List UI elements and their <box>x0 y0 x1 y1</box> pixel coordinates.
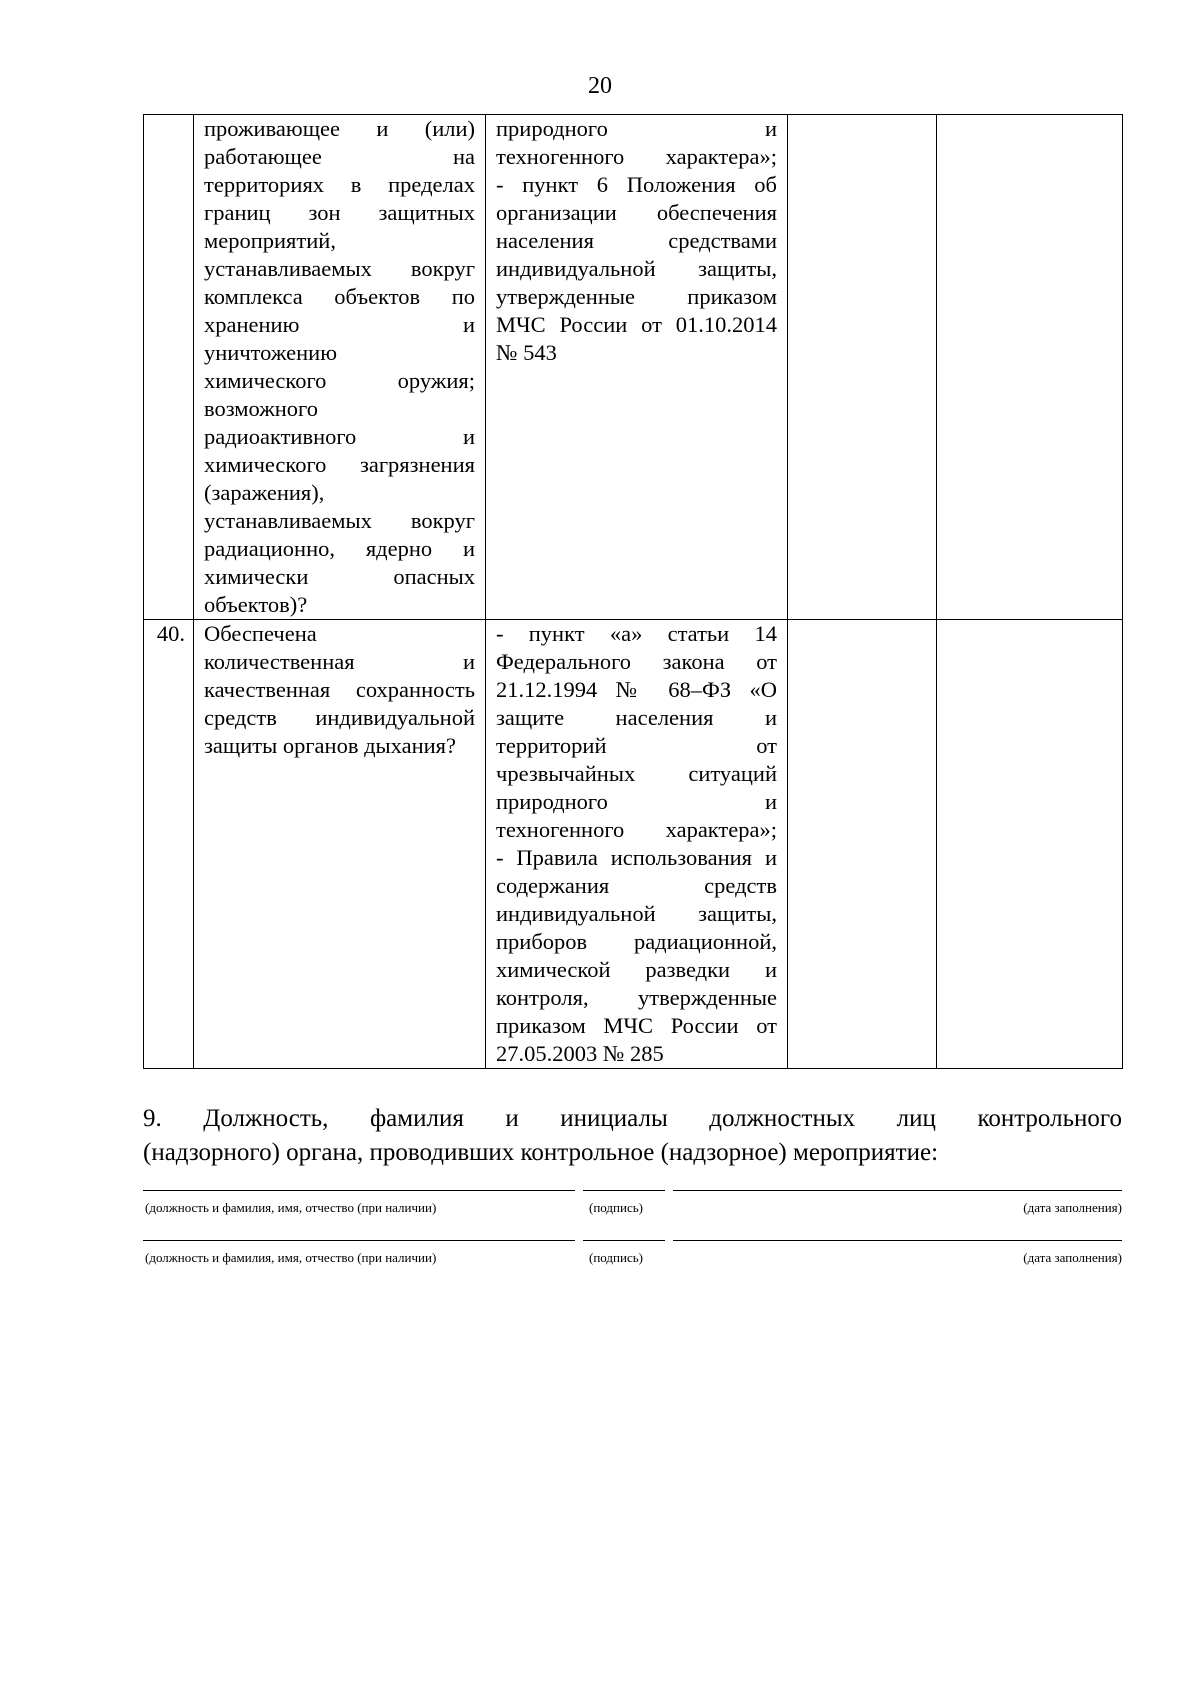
date-line <box>673 1190 1122 1191</box>
question-cell-line: комплекса объектов по <box>204 284 475 309</box>
reference-cell <box>486 620 788 1069</box>
reference-cell-line: содержания средств <box>496 873 777 898</box>
reference-cell-line: техногенного характера»; <box>496 144 777 169</box>
signature-caption: (подпись) <box>589 1250 643 1265</box>
question-cell-line: устанавливаемых вокруг <box>204 508 475 533</box>
signature-caption: (подпись) <box>589 1200 643 1215</box>
reference-cell <box>486 115 788 620</box>
reference-cell-line: индивидуальной защиты, <box>496 901 777 926</box>
name-line <box>143 1240 575 1241</box>
reference-cell-line: № 543 <box>496 340 557 365</box>
reference-cell-line: организации обеспечения <box>496 200 777 225</box>
question-cell-line: (заражения), <box>204 480 325 505</box>
reference-cell-line: индивидуальной защиты, <box>496 256 777 281</box>
question-cell-line: защиты органов дыхания? <box>204 733 456 758</box>
note-cell <box>937 620 1123 1069</box>
signature-line <box>583 1240 665 1241</box>
table-row <box>144 115 1123 620</box>
checklist-table-body <box>144 115 1123 1069</box>
reference-cell-line: приказом МЧС России от <box>496 1013 777 1038</box>
question-cell-line: территориях в пределах <box>204 172 475 197</box>
reference-cell-line: 21.12.1994 № 68–ФЗ «О <box>496 677 777 702</box>
section-9-line-1: 9. Должность, фамилия и инициалы должностных лиц контрольного <box>143 1105 1122 1132</box>
reference-cell-line: населения средствами <box>496 228 777 253</box>
reference-cell-line: чрезвычайных ситуаций <box>496 761 777 786</box>
question-cell-line: мероприятий, <box>204 228 336 253</box>
reference-cell-line: контроля, утвержденные <box>496 985 777 1010</box>
question-cell-line: химического загрязнения <box>204 452 475 477</box>
reference-cell-line: территорий от <box>496 733 777 758</box>
reference-cell-line: приборов радиационной, <box>496 929 777 954</box>
table-row <box>144 620 1123 1069</box>
date-line <box>673 1240 1122 1241</box>
question-cell-line: работающее на <box>204 144 475 169</box>
date-caption: (дата заполнения) <box>1023 1200 1122 1215</box>
reference-cell-line: МЧС России от 01.10.2014 <box>496 312 777 337</box>
date-caption: (дата заполнения) <box>1023 1250 1122 1265</box>
name-caption: (должность и фамилия, имя, отчество (при наличии) <box>145 1200 437 1215</box>
question-cell-line: границ зон защитных <box>204 200 475 225</box>
reference-cell-line: природного и <box>496 789 777 814</box>
note-cell <box>937 115 1123 620</box>
question-cell-line: Обеспечена <box>204 621 317 646</box>
row-number-cell: 40. <box>144 620 194 1069</box>
section-9-heading <box>143 1102 1122 1170</box>
page-number: 20 <box>588 73 612 99</box>
question-cell-line: радиоактивного и <box>204 424 475 449</box>
reference-cell-line: техногенного характера»; <box>496 817 777 842</box>
signature-line <box>583 1190 665 1191</box>
reference-cell-line: 27.05.2003 № 285 <box>496 1041 664 1066</box>
result-cell <box>788 620 937 1069</box>
question-cell-line: количественная и <box>204 649 475 674</box>
name-line <box>143 1190 575 1191</box>
name-caption: (должность и фамилия, имя, отчество (при наличии) <box>145 1250 437 1265</box>
reference-cell-line: - Правила использования и <box>496 845 777 870</box>
question-cell-line: качественная сохранность <box>204 677 475 702</box>
question-cell-line: объектов)? <box>204 592 308 617</box>
question-cell-line: уничтожению <box>204 340 338 365</box>
reference-cell-line: утвержденные приказом <box>496 284 777 309</box>
question-cell-line: устанавливаемых вокруг <box>204 256 475 281</box>
reference-cell-line: природного и <box>496 116 777 141</box>
question-cell <box>194 620 486 1069</box>
question-cell <box>194 115 486 620</box>
section-9-line-2: (надзорного) органа, проводивших контрольное (надзорное) мероприятие: <box>143 1139 939 1166</box>
result-cell <box>788 115 937 620</box>
signature-row-2 <box>143 1240 1122 1280</box>
reference-cell-line: химической разведки и <box>496 957 777 982</box>
reference-cell-line: защите населения и <box>496 705 777 730</box>
signature-row-1 <box>143 1190 1122 1230</box>
question-cell-line: средств индивидуальной <box>204 705 475 730</box>
question-cell-line: возможного <box>204 396 318 421</box>
question-cell-line: радиационно, ядерно и <box>204 536 475 561</box>
reference-cell-line: Федерального закона от <box>496 649 777 674</box>
question-cell-line: проживающее и (или) <box>204 116 475 141</box>
row-number-cell <box>144 115 194 620</box>
question-cell-line: химически опасных <box>204 564 475 589</box>
checklist-table <box>143 114 1123 1069</box>
question-cell-line: хранению и <box>204 312 475 337</box>
reference-cell-line: - пункт 6 Положения об <box>496 172 777 197</box>
question-cell-line: химического оружия; <box>204 368 475 393</box>
reference-cell-line: - пункт «а» статьи 14 <box>496 621 777 646</box>
